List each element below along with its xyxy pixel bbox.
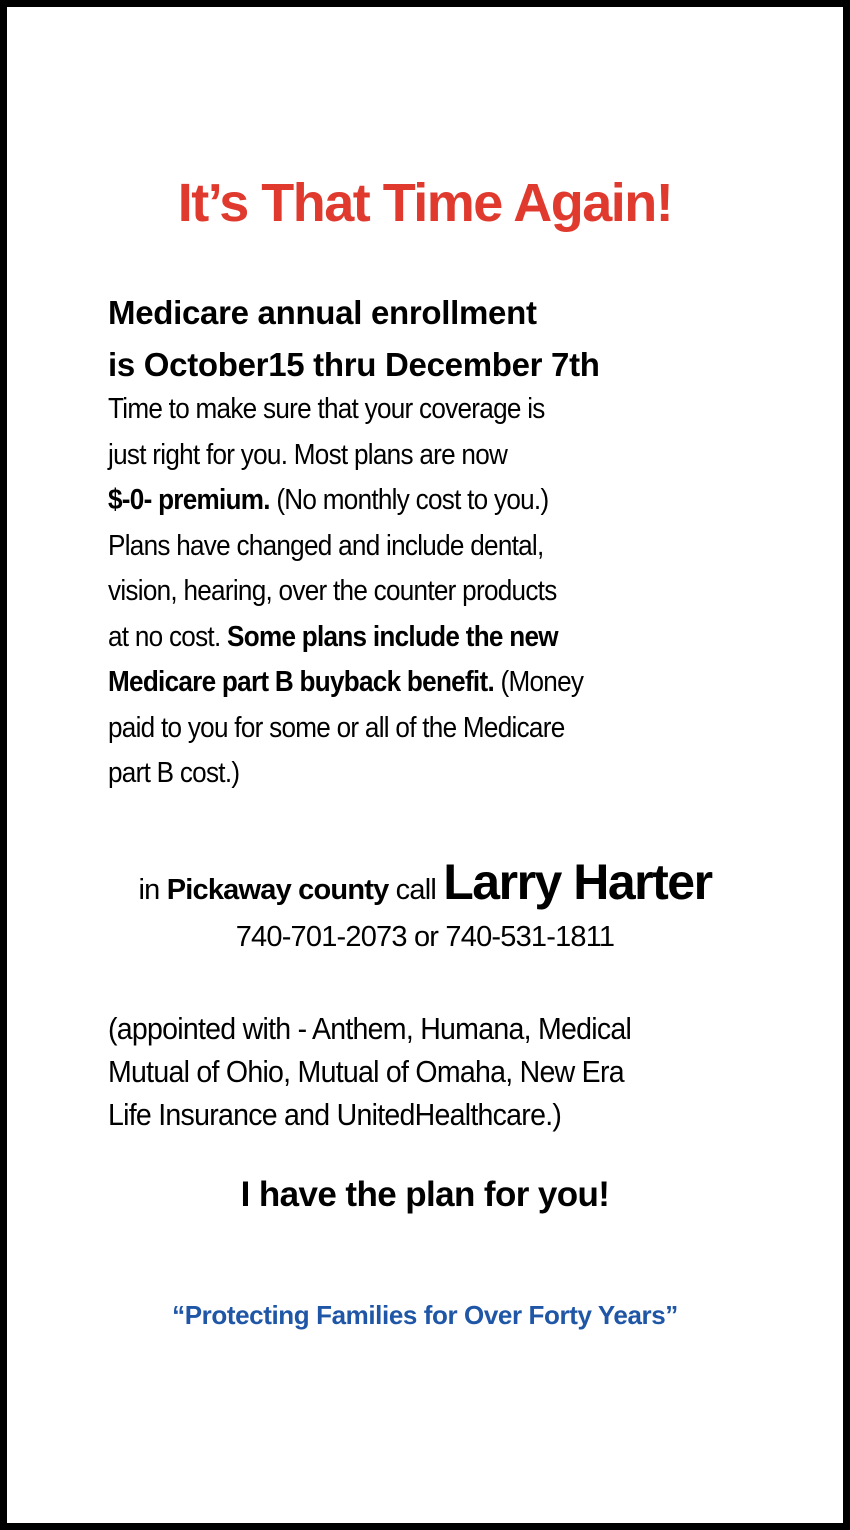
coverage-paragraph [108, 387, 792, 797]
enrollment-heading-line-2: is October15 thru December 7th [108, 346, 600, 383]
paragraph-line-7 [108, 660, 792, 706]
paragraph-line-3 [108, 478, 792, 524]
carriers-line-3: Life Insurance and UnitedHealthcare.) [108, 1097, 562, 1132]
enrollment-heading-line-1: Medicare annual enrollment [108, 294, 537, 331]
call-text: call [388, 874, 444, 906]
paragraph-line-6 [108, 615, 792, 661]
agent-name: Larry Harter [443, 854, 712, 910]
paragraph-line-1: Time to make sure that your coverage is [108, 393, 545, 425]
paragraph-line-5: vision, hearing, over the counter products [108, 575, 557, 607]
money-note-start: (Money [493, 666, 584, 698]
paragraph-line-8: paid to you for some or all of the Medicare [108, 711, 565, 744]
phone-numbers: 740-701-2073 or 740-531-1811 [235, 921, 615, 953]
headline: It’s That Time Again! [177, 173, 673, 233]
paragraph-line-2: just right for you. Most plans are now [108, 438, 508, 471]
premium-highlight: $-0- premium. [108, 484, 270, 516]
paragraph-line-4: Plans have changed and include dental, [108, 529, 544, 562]
carriers-line-2: Mutual of Ohio, Mutual of Omaha, New Era [108, 1054, 624, 1089]
contact-prefix: in [138, 874, 167, 906]
no-cost-text: at no cost. [108, 620, 228, 653]
buyback-highlight-end: Medicare part B buyback benefit. [108, 666, 494, 698]
appointed-carriers [108, 1007, 807, 1136]
contact-line [7, 852, 843, 920]
buyback-highlight-start: Some plans include the new [227, 620, 558, 653]
closing-statement: I have the plan for you! [240, 1175, 610, 1214]
paragraph-line-9: part B cost.) [108, 757, 240, 789]
carriers-line-1: (appointed with - Anthem, Humana, Medical [108, 1011, 632, 1046]
county-name: Pickaway county [166, 874, 389, 906]
tagline: “Protecting Families for Over Forty Years” [172, 1300, 678, 1330]
premium-note: (No monthly cost to you.) [269, 484, 549, 516]
ad-body [108, 287, 808, 797]
